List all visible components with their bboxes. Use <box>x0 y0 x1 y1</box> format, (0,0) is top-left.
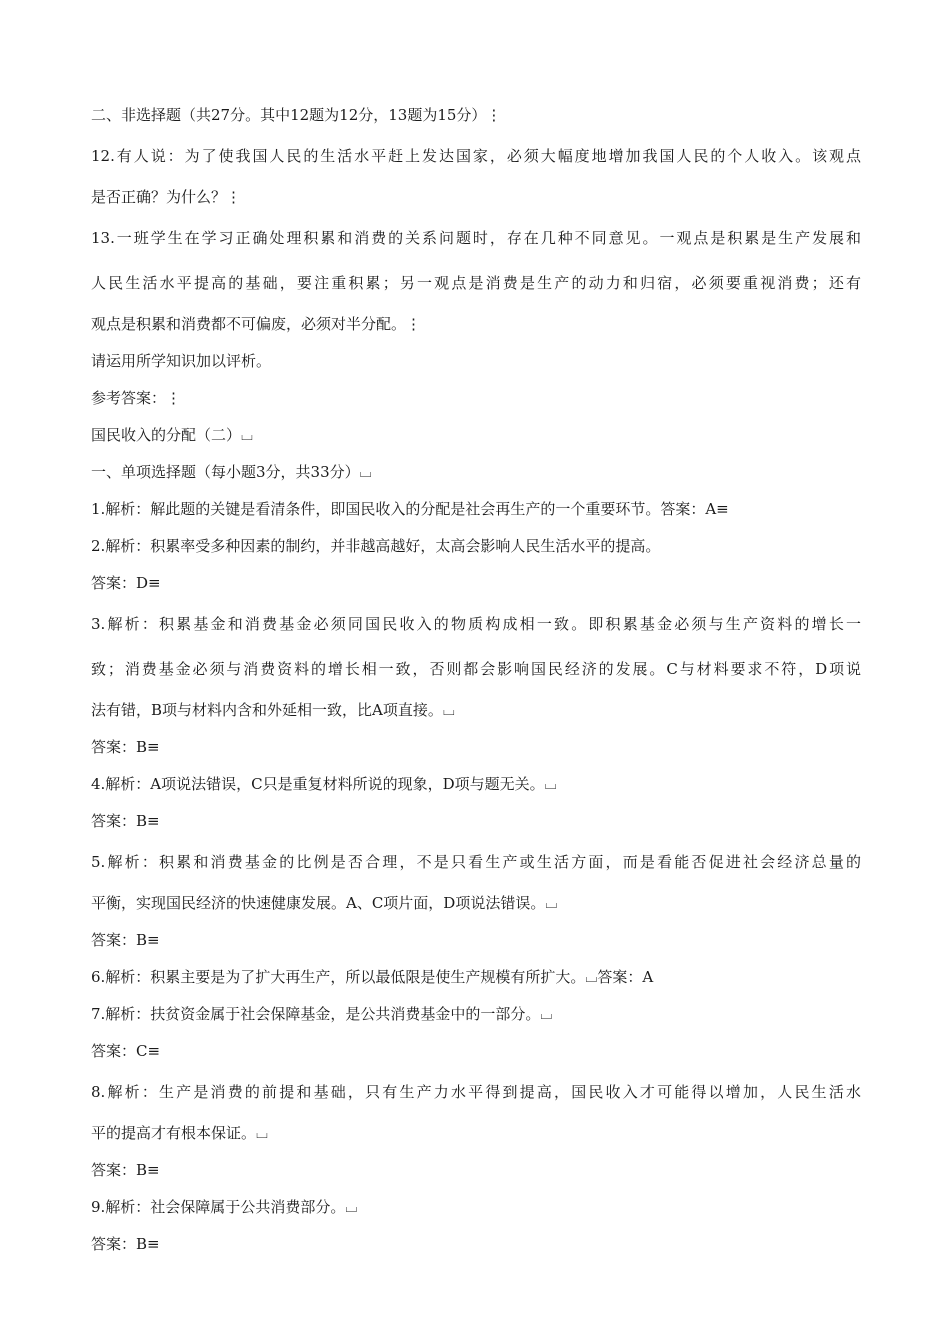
answer-8-result: 答案：B≡ <box>91 1161 160 1179</box>
question-12-line-2: 是否正确？为什么？⋮ <box>91 188 242 206</box>
answer-8-line-2: 平的提高才有根本保证。⌴ <box>91 1124 269 1142</box>
answer-7-analysis: 7.解析：扶贫资金属于社会保障基金，是公共消费基金中的一部分。⌴ <box>91 1005 553 1023</box>
answer-4-analysis: 4.解析：A项说法错误，C只是重复材料所说的现象，D项与题无关。⌴ <box>91 775 557 793</box>
answer-9-result: 答案：B≡ <box>91 1235 160 1253</box>
answer-5-line-2: 平衡，实现国民经济的快速健康发展。A、C项片面，D项说法错误。⌴ <box>91 894 558 912</box>
question-13-instruction: 请运用所学知识加以评析。 <box>91 352 272 370</box>
answer-1: 1.解析：解此题的关键是看清条件，即国民收入的分配是社会再生产的一个重要环节。答案：A≡ <box>91 500 729 518</box>
answer-5-result: 答案：B≡ <box>91 931 160 949</box>
answer-6: 6.解析：积累主要是为了扩大再生产，所以最低限是使生产规模有所扩大。⌴答案：A <box>91 968 654 986</box>
chapter-title: 国民收入的分配（二）⌴ <box>91 426 254 444</box>
question-13-line-2: 人民生活水平提高的基础，要注重积累；另一观点是消费是生产的动力和归宿，必须要重视消费；还有 <box>91 274 861 292</box>
section-heading-single-choice: 一、单项选择题（每小题3分，共33分）⌴ <box>91 463 372 481</box>
answer-9-analysis: 9.解析：社会保障属于公共消费部分。⌴ <box>91 1198 358 1216</box>
section-heading-non-choice: 二、非选择题（共27分。其中12题为12分，13题为15分）⋮ <box>91 106 502 124</box>
answer-4-result: 答案：B≡ <box>91 812 160 830</box>
answer-8-line-1: 8.解析：生产是消费的前提和基础，只有生产力水平得到提高，国民收入才可能得以增加，人民生活水 <box>91 1083 861 1101</box>
answer-2-result: 答案：D≡ <box>91 574 161 592</box>
answer-3-result: 答案：B≡ <box>91 738 160 756</box>
answer-3-line-2: 致；消费基金必须与消费资料的增长相一致，否则都会影响国民经济的发展。C与材料要求不符，D项说 <box>91 660 861 678</box>
answer-3-line-3: 法有错，B项与材料内含和外延相一致，比A项直接。⌴ <box>91 701 455 719</box>
answer-2-analysis: 2.解析：积累率受多种因素的制约，并非越高越好，太高会影响人民生活水平的提高。 <box>91 537 661 555</box>
document-body <box>91 97 861 1263</box>
question-12-line-1: 12.有人说：为了使我国人民的生活水平赶上发达国家，必须大幅度地增加我国人民的个人收入。该观点 <box>91 147 861 165</box>
answer-7-result: 答案：C≡ <box>91 1042 161 1060</box>
question-13-line-1: 13.一班学生在学习正确处理积累和消费的关系问题时，存在几种不同意见。一观点是积累是生产发展和 <box>91 229 861 247</box>
answer-5-line-1: 5.解析：积累和消费基金的比例是否合理，不是只看生产或生活方面，而是看能否促进社会经济总量的 <box>91 853 861 871</box>
question-13-line-3: 观点是积累和消费都不可偏废，必须对半分配。⋮ <box>91 315 422 333</box>
answer-3-line-1: 3.解析：积累基金和消费基金必须同国民收入的物质构成相一致。即积累基金必须与生产资料的增长一 <box>91 615 861 633</box>
answer-key-heading: 参考答案：⋮ <box>91 389 182 407</box>
